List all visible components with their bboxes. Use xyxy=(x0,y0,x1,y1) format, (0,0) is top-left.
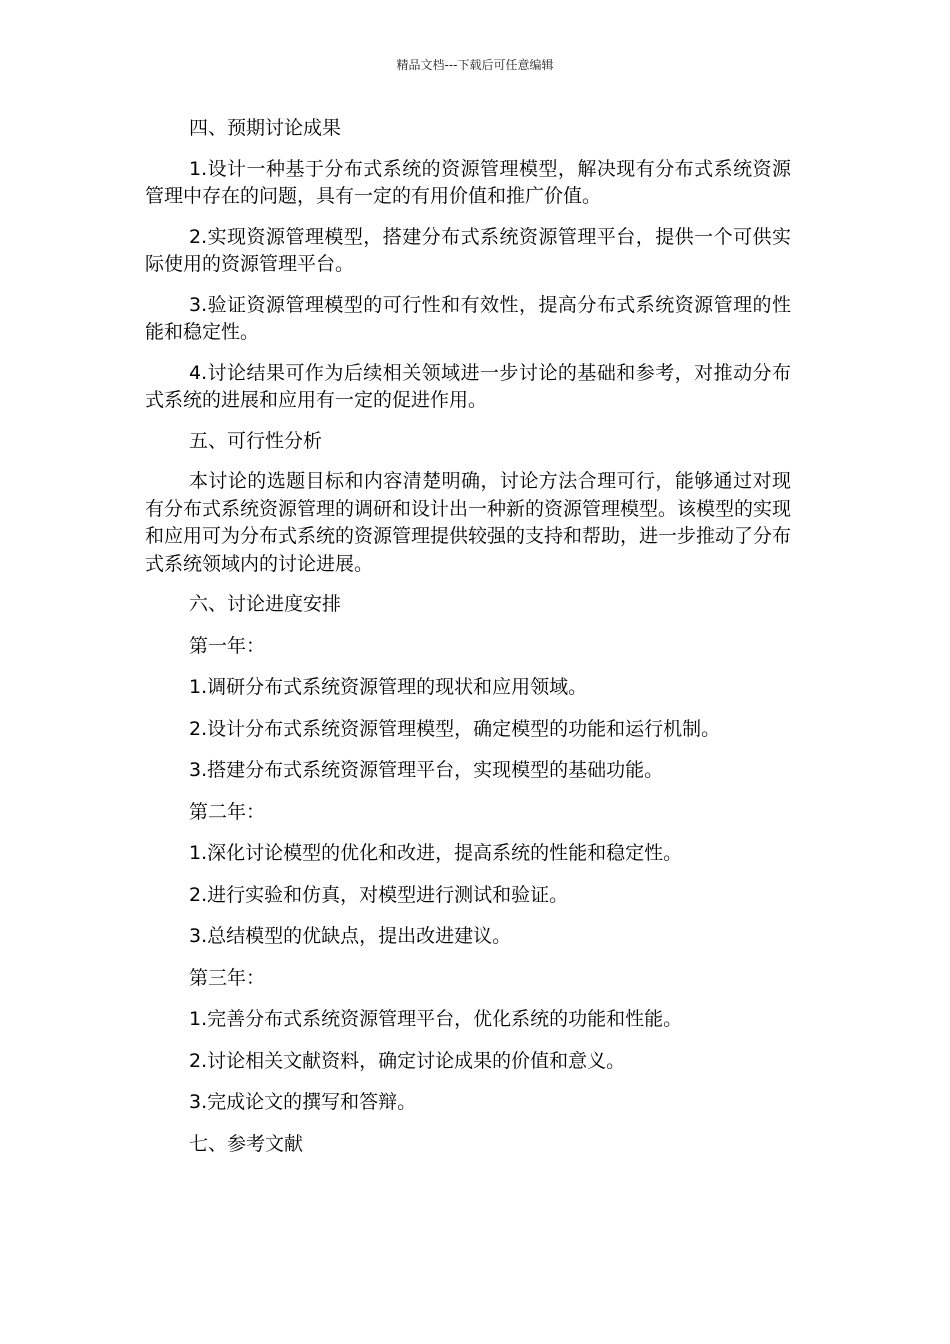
page-header: 精品文档---下载后可任意编辑 xyxy=(396,58,554,72)
list-item: 3.验证资源管理模型的可行性和有效性，提高分布式系统资源管理的性能和稳定性。 xyxy=(145,293,791,343)
list-item: 1.完善分布式系统资源管理平台，优化系统的功能和性能。 xyxy=(189,1008,683,1030)
document-body xyxy=(145,115,791,1172)
list-item: 3.总结模型的优缺点，提出改进建议。 xyxy=(189,925,512,947)
section-heading-references: 七、参考文献 xyxy=(189,1132,304,1155)
list-item: 2.设计分布式系统资源管理模型，确定模型的功能和运行机制。 xyxy=(189,717,721,740)
list-item: 2.讨论相关文献资料，确定讨论成果的价值和意义。 xyxy=(189,1049,626,1072)
list-item: 4.讨论结果可作为后续相关领域进一步讨论的基础和参考，对推动分布式系统的进展和应用有一定的促进作用。 xyxy=(145,361,791,411)
section-heading-expected-results: 四、预期讨论成果 xyxy=(189,117,342,139)
list-item: 1.调研分布式系统资源管理的现状和应用领域。 xyxy=(189,676,588,698)
year-label: 第二年： xyxy=(189,800,266,823)
year-label: 第三年： xyxy=(189,966,266,989)
year-label: 第一年： xyxy=(189,634,266,657)
list-item: 3.搭建分布式系统资源管理平台，实现模型的基础功能。 xyxy=(189,759,664,781)
section-heading-feasibility: 五、可行性分析 xyxy=(189,429,323,452)
list-item: 2.实现资源管理模型，搭建分布式系统资源管理平台，提供一个可供实际使用的资源管理平台。 xyxy=(145,225,791,275)
list-item: 1.设计一种基于分布式系统的资源管理模型，解决现有分布式系统资源管理中存在的问题，具有一定的有用价值和推广价值。 xyxy=(145,157,791,207)
body-paragraph: 本讨论的选题目标和内容清楚明确，讨论方法合理可行，能够通过对现有分布式系统资源管理的调研和设计出一种新的资源管理模型。该模型的实现和应用可为分布式系统的资源管理提供较强的支持和帮助，进一步推动了分布式系统领域内的讨论进展。 xyxy=(145,470,792,575)
list-item: 3.完成论文的撰写和答辩。 xyxy=(189,1091,417,1113)
section-heading-schedule: 六、讨论进度安排 xyxy=(189,593,342,615)
list-item: 2.进行实验和仿真，对模型进行测试和验证。 xyxy=(189,883,569,906)
list-item: 1.深化讨论模型的优化和改进，提高系统的性能和稳定性。 xyxy=(189,842,683,864)
